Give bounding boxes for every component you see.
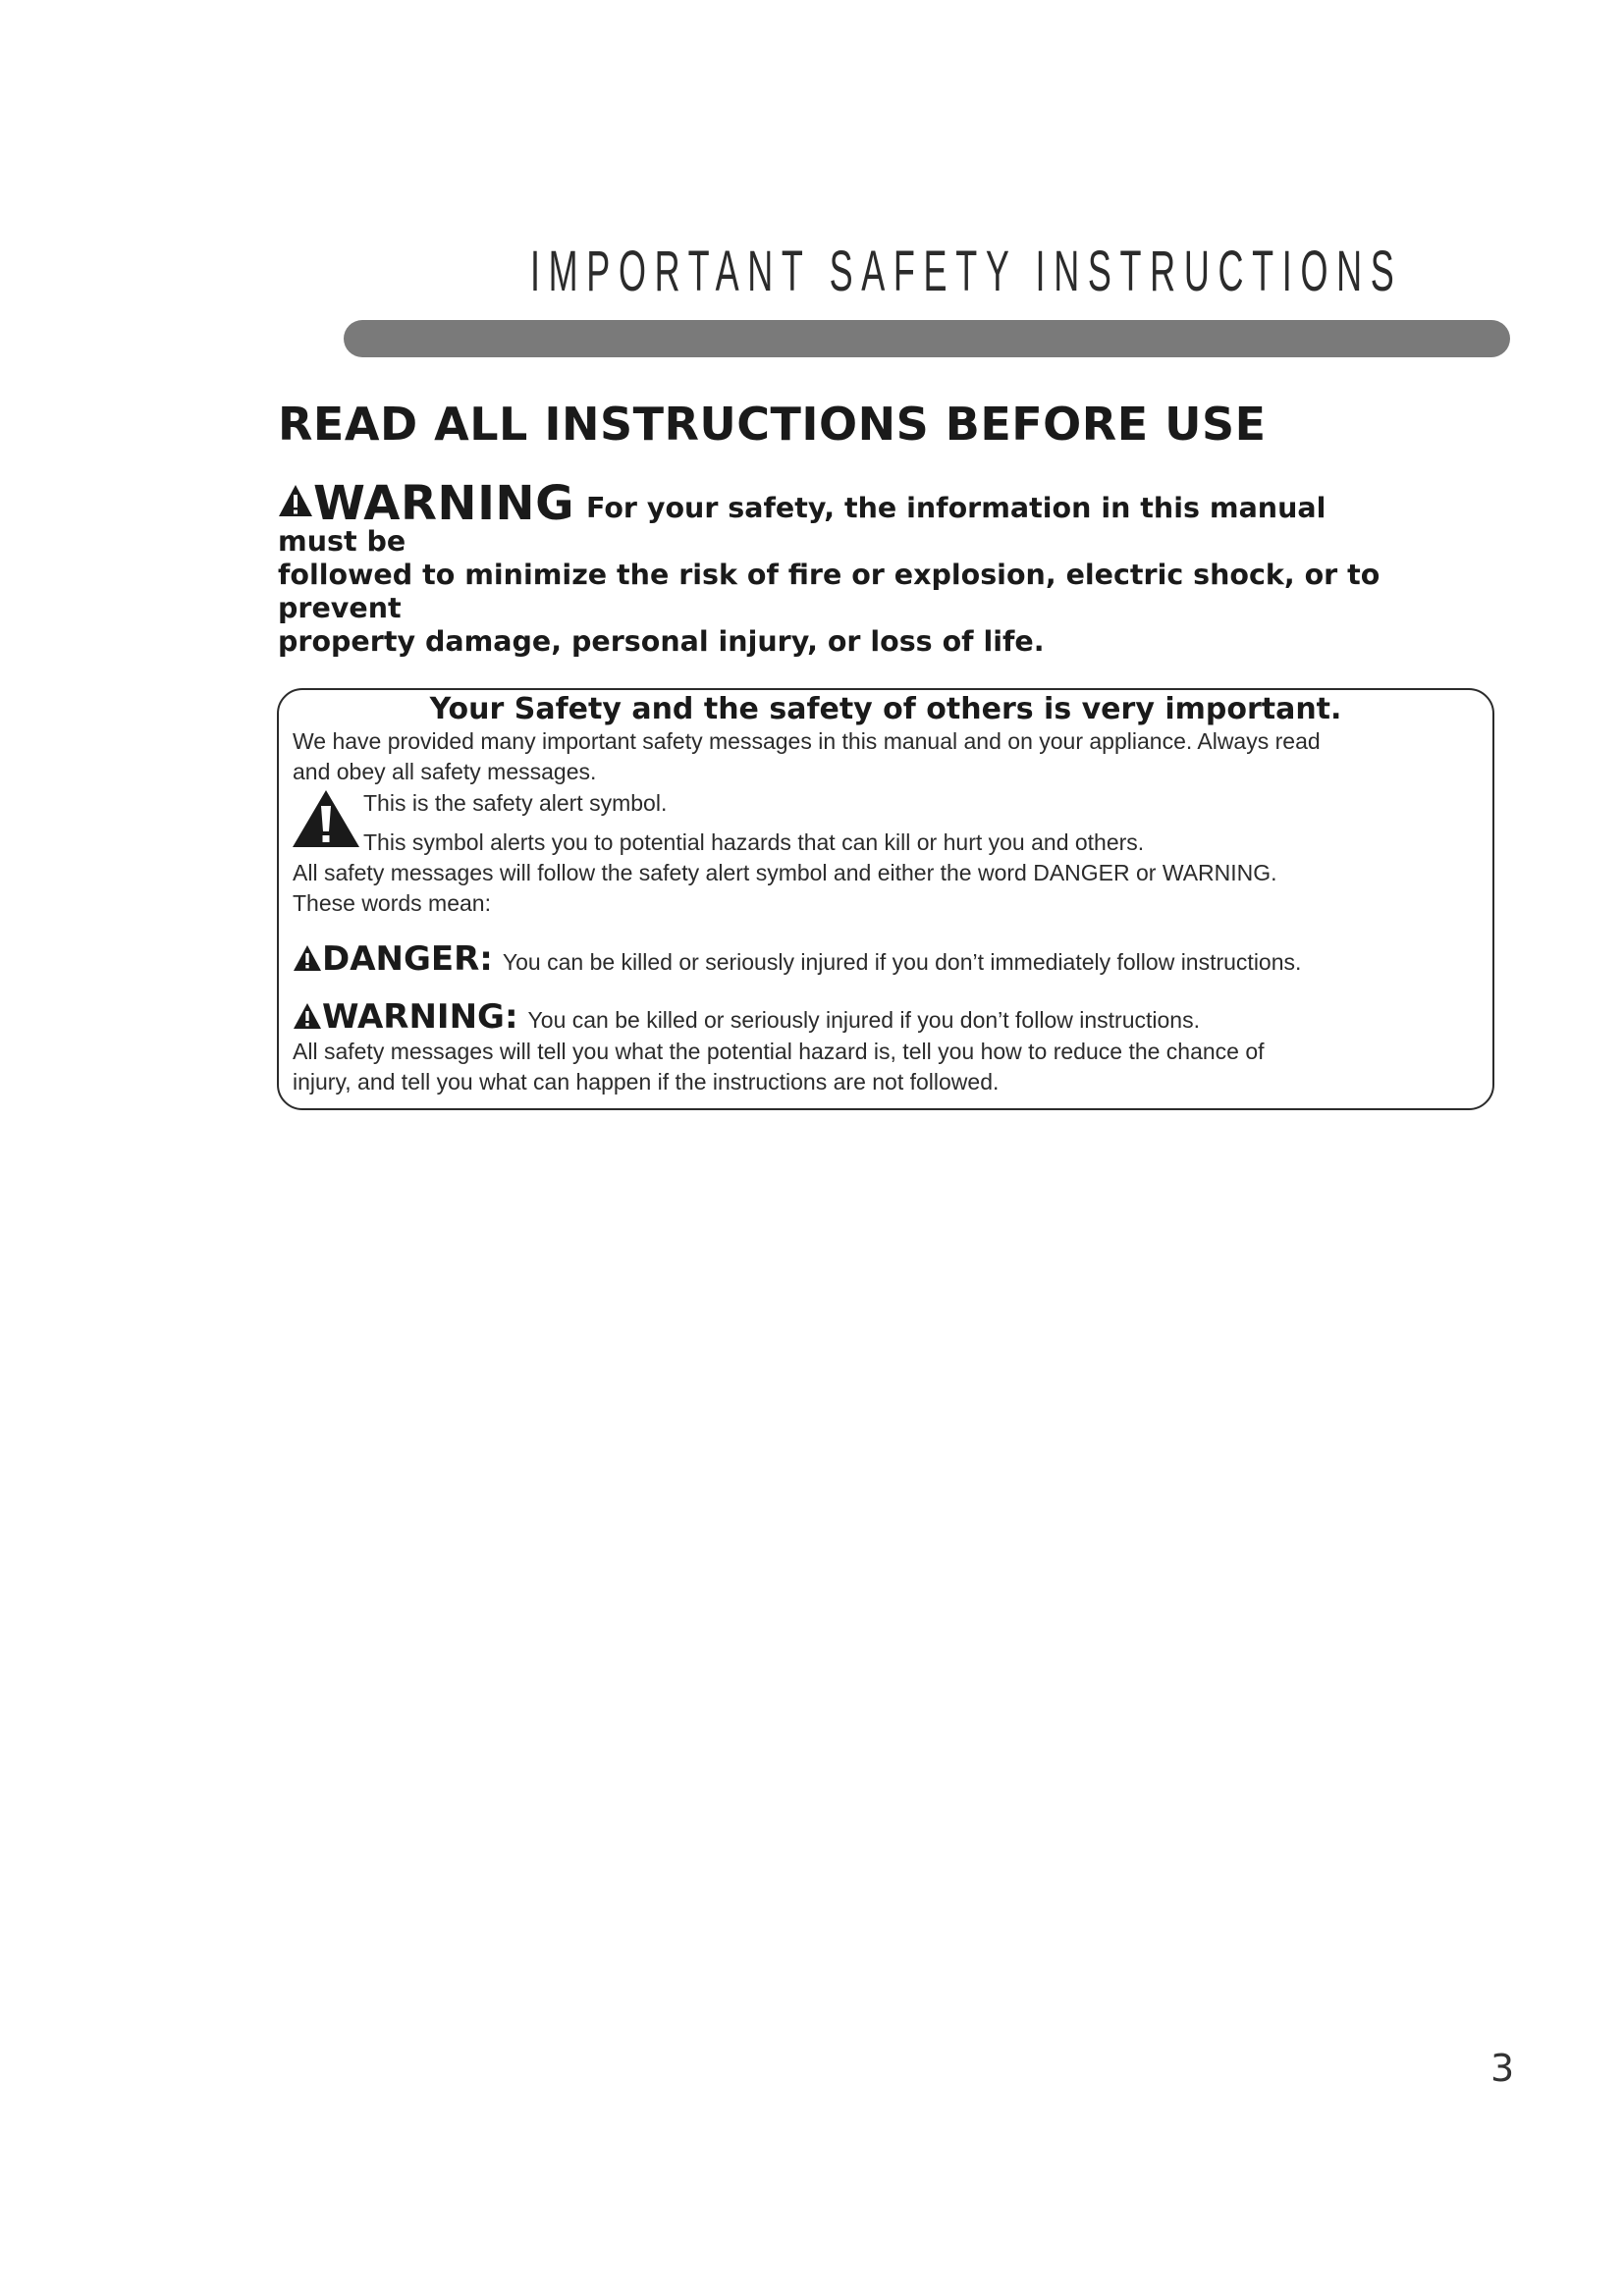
safety-alert-triangle-icon <box>291 788 361 854</box>
warning-text-line3: property damage, personal injury, or loss of life. <box>278 625 1045 658</box>
warning-text-line2: followed to minimize the risk of fire or explosion, electric shock, or to prevent <box>278 559 1380 624</box>
page-number: 3 <box>1490 2047 1515 2090</box>
warning-signal-word: WARNING <box>313 476 574 531</box>
danger-description: You can be killed or seriously injured if you don’t immediately follow instructions. <box>502 949 1302 975</box>
warning-description: You can be killed or seriously injured if you don’t follow instructions. <box>527 1007 1200 1033</box>
warning-definition <box>293 997 1200 1037</box>
warning-small-triangle-icon <box>293 1002 322 1030</box>
safety-closing-line2: injury, and tell you what can happen if the instructions are not followed. <box>293 1069 1000 1095</box>
warning-statement <box>278 476 1407 659</box>
safety-closing-line1: All safety messages will tell you what the potential hazard is, tell you how to reduce the chance of <box>293 1039 1265 1064</box>
safety-follow-line2: These words mean: <box>293 890 491 916</box>
symbol-description-line1: This is the safety alert symbol. <box>363 790 668 816</box>
danger-triangle-icon <box>293 944 322 972</box>
main-heading: READ ALL INSTRUCTIONS BEFORE USE <box>278 398 1267 451</box>
section-title-bar <box>344 320 1510 357</box>
safety-follow-line1: All safety messages will follow the safety alert symbol and either the word DANGER or WARNING. <box>293 860 1277 885</box>
warning-text-line1: For your safety, the information in this manual must be <box>278 492 1326 558</box>
warning-triangle-icon <box>278 484 313 525</box>
symbol-description-line2: This symbol alerts you to potential hazards that can kill or hurt you and others. <box>363 829 1145 855</box>
safety-box-heading: Your Safety and the safety of others is very important. <box>429 692 1342 726</box>
safety-intro-line2: and obey all safety messages. <box>293 759 597 784</box>
safety-intro-line1: We have provided many important safety messages in this manual and on your appliance. Always read <box>293 728 1321 754</box>
section-title: IMPORTANT SAFETY INSTRUCTIONS <box>530 240 1403 303</box>
danger-definition <box>293 939 1301 979</box>
warning-box-signal-word: WARNING: <box>322 997 518 1037</box>
danger-signal-word: DANGER: <box>322 939 493 979</box>
